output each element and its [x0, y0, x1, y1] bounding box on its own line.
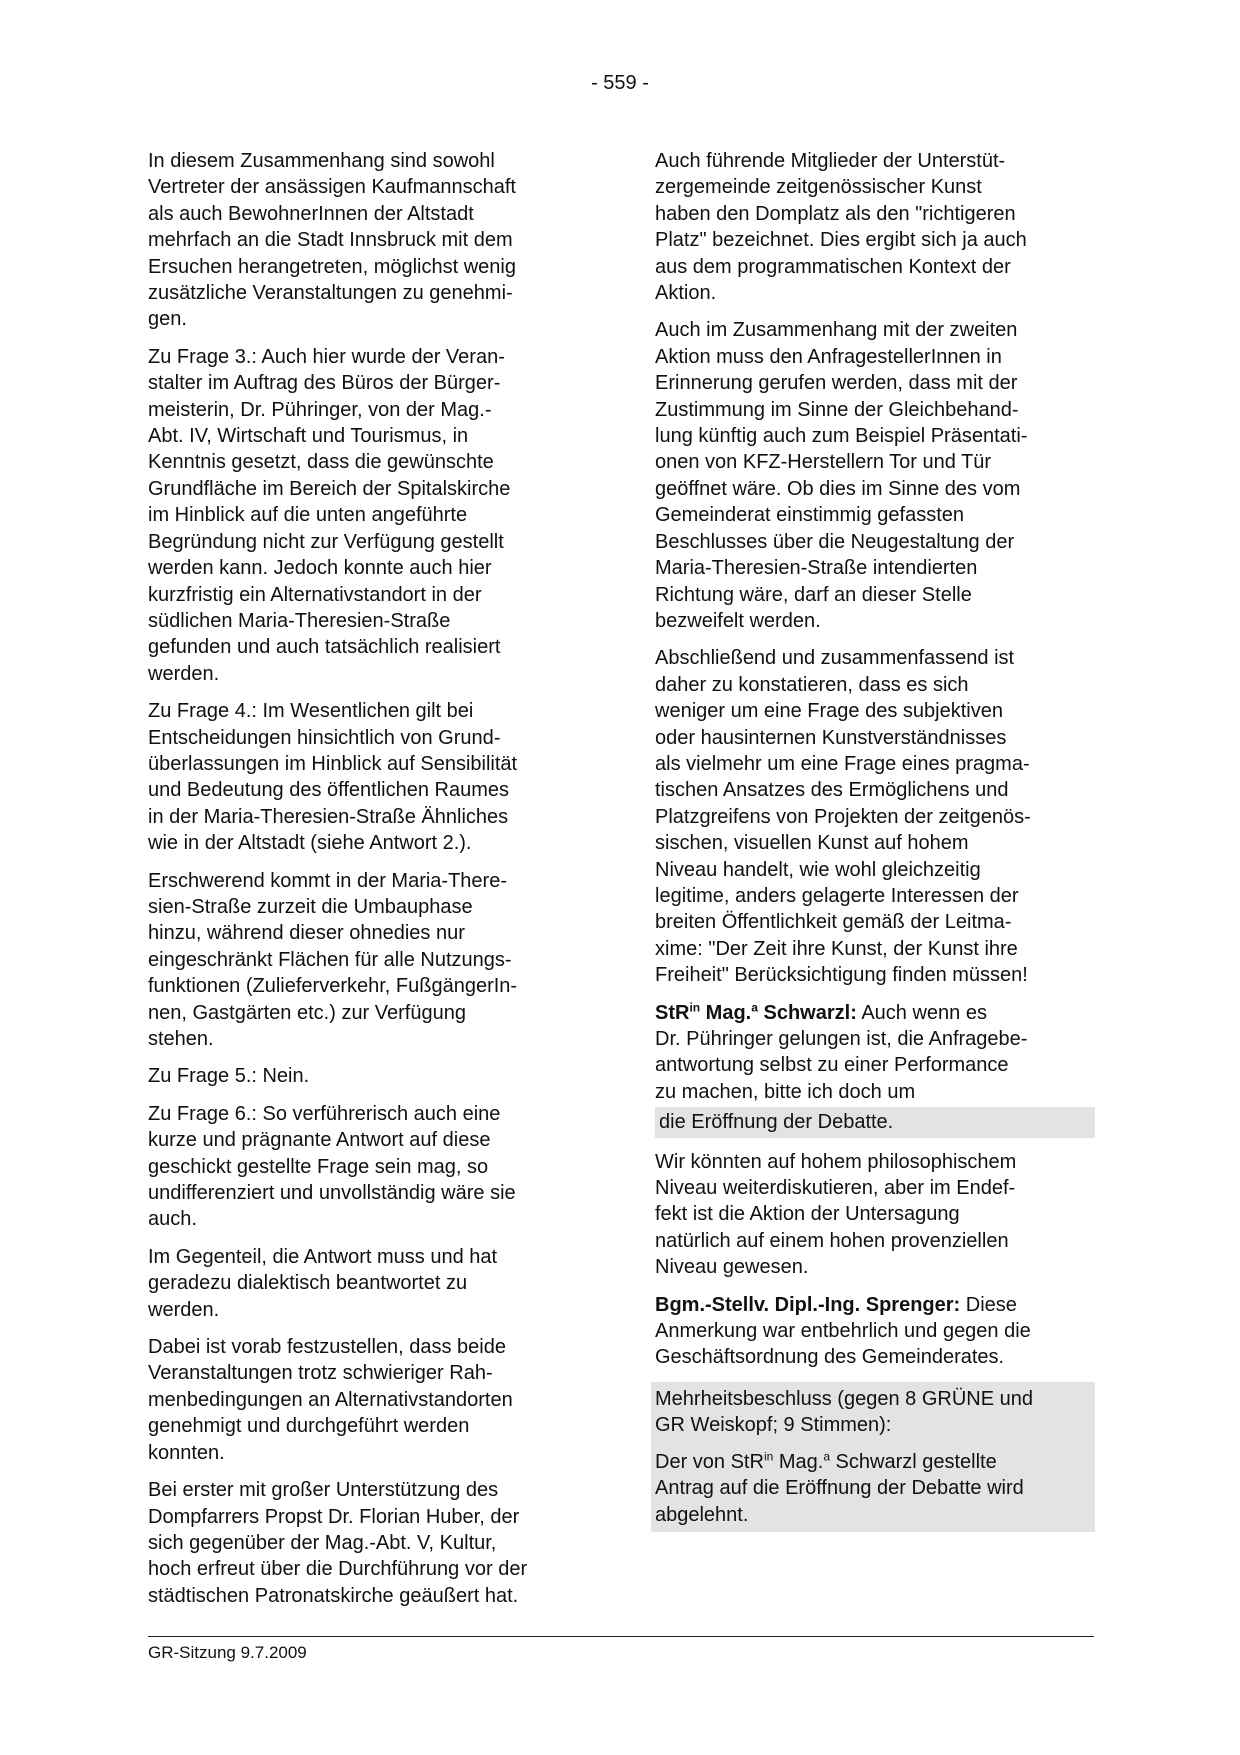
- speaker-statement-sprenger: [655, 1292, 1095, 1371]
- paragraph: In diesem Zusammenhang sind sowohl Vertreter der ansässigen Kaufmannschaft als auch BewohnerInnen der Altstadt mehrfach an die Stadt Innsbruck mit dem Ersuchen herangetreten, möglichst wenig zusätzliche Veranstaltungen zu genehmi- gen.: [148, 150, 516, 331]
- paragraph: Bei erster mit großer Unterstützung des Dompfarrers Propst Dr. Florian Huber, der sich gegenüber der Mag.-Abt. V, Kultur, hoch erfreut über die Durchführung vor der städtischen Patronatskirche geäußert hat.: [148, 1479, 528, 1607]
- speaker-name: StR$^{in}$ Mag.$^a$ Schwarzl:: [655, 999, 857, 1024]
- paragraph: Abschließend und zusammenfassend ist daher zu konstatieren, dass es sich weniger um eine Frage des subjektiven oder hausinternen Kunstverständnisses als vielmehr um eine Frage eines pragma- tischen Ansatzes des Ermöglichens und Platzgreifens von Projekten der zeitgenös- sischen, visuellen Kunst auf hohem Niveau handelt, wie wohl gleichzeitig legitime, anders gelagerte Interessen der breiten Öffentlichkeit gemäß der Leitma- xime: "Der Zeit ihre Kunst, der Kunst ihre Freiheit" Berücksichtigung finden müssen!: [655, 647, 1031, 987]
- resolution-vote: Mehrheitsbeschluss (gegen 8 GRÜNE und GR Weiskopf; 9 Stimmen):: [655, 1387, 1033, 1437]
- paragraph: Im Gegenteil, die Antwort muss und hat geradezu dialektisch beantwortet zu werden.: [148, 1245, 498, 1321]
- paragraph: Zu Frage 6.: So verführerisch auch eine kurze und prägnante Antwort auf diese geschickt gestellte Frage sein mag, so undifferenziert und unvollständig wäre sie auch.: [148, 1102, 516, 1231]
- statement-text: Diese Anmerkung war entbehrlich und gegen die Geschäftsordnung des Gemeinderates.: [655, 1293, 1031, 1369]
- footer-session-date: GR-Sitzung 9.7.2009: [148, 1643, 307, 1662]
- paragraph: Auch führende Mitglieder der Unterstüt- zergemeinde zeitgenössischer Kunst haben den Domplatz als den "richtigeren Platz" bezeichnet. Dies ergibt sich ja auch aus dem programmatischen Kontext der Aktion.: [655, 150, 1027, 305]
- paragraph: Dabei ist vorab festzustellen, dass beide Veranstaltungen trotz schwieriger Rah- menbedingungen an Alternativstandorten genehmigt und durchgeführt werden konnten.: [148, 1336, 513, 1464]
- paragraph: Zu Frage 5.: Nein.: [148, 1065, 310, 1088]
- paragraph: Zu Frage 3.: Auch hier wurde der Veran- stalter im Auftrag des Büros der Bürger- meisterin, Dr. Pühringer, von der Mag.- Abt. IV, Wirtschaft und Tourismus, in Kenntnis gesetzt, dass die gewünschte Grundfläche im Bereich der Spitalskirche im Hinblick auf die unten angeführte Begründung nicht zur Verfügung gestellt werden kann. Jedoch konnte auch hier kurzfristig ein Alternativstandort in der südlichen Maria-Theresien-Straße gefunden und auch tatsächlich realisiert werden.: [148, 345, 511, 685]
- paragraph: Wir könnten auf hohem philosophischem Niveau weiterdiskutieren, aber im Endef- fekt ist die Aktion der Untersagung natürlich auf einem hohen provenziellen Niveau gewesen.: [655, 1150, 1017, 1279]
- resolution-text: Der von StR$^{in}$ Mag.$^a$ Schwarzl gestellte Antrag auf die Eröffnung der Debatte wird abgelehnt.: [655, 1449, 1024, 1526]
- paragraph: Auch im Zusammenhang mit der zweiten Aktion muss den AnfragestellerInnen in Erinnerung gerufen werden, dass mit der Zustimmung im Sinne der Gleichbehand- lung künftig auch zum Beispiel Präsentati- onen von KFZ-Herstellern Tor und Tür geöffnet wäre. Ob dies im Sinne des vom Gemeinderat einstimmig gefassten Beschlusses über die Neugestaltung der Maria-Theresien-Straße intendierten Richtung wäre, darf an dieser Stelle bezweifelt werden.: [655, 319, 1028, 632]
- paragraph: Zu Frage 4.: Im Wesentlichen gilt bei Entscheidungen hinsichtlich von Grund- überlassungen im Hinblick auf Sensibilität und Bedeutung des öffentlichen Raumes in der Maria-Theresien-Straße Ähnliches wie in der Altstadt (siehe Antwort 2.).: [148, 700, 518, 855]
- resolution-block: [651, 1382, 1095, 1532]
- statement-text: Auch wenn es Dr. Pühringer gelungen ist, die Anfragebe- antwortung selbst zu einer Performance zu machen, bitte ich doch um: [655, 1001, 1028, 1103]
- right-column: [655, 148, 1095, 1532]
- paragraph: Erschwerend kommt in der Maria-There- sien-Straße zurzeit die Umbauphase hinzu, während dieser ohnedies nur eingeschränkt Flächen für alle Nutzungs- funktionen (Zulieferverkehr, FußgängerIn- nen, Gastgärten etc.) zur Verfügung stehen.: [148, 869, 518, 1050]
- page-number: - 559 -: [591, 72, 649, 94]
- left-column: [148, 148, 588, 1620]
- speaker-statement-schwarzl: [655, 1000, 1095, 1106]
- speaker-name: Bgm.-Stellv. Dipl.-Ing. Sprenger:: [655, 1293, 961, 1316]
- motion-highlight: die Eröffnung der Debatte.: [655, 1107, 1095, 1137]
- footer-divider: [148, 1636, 1094, 1637]
